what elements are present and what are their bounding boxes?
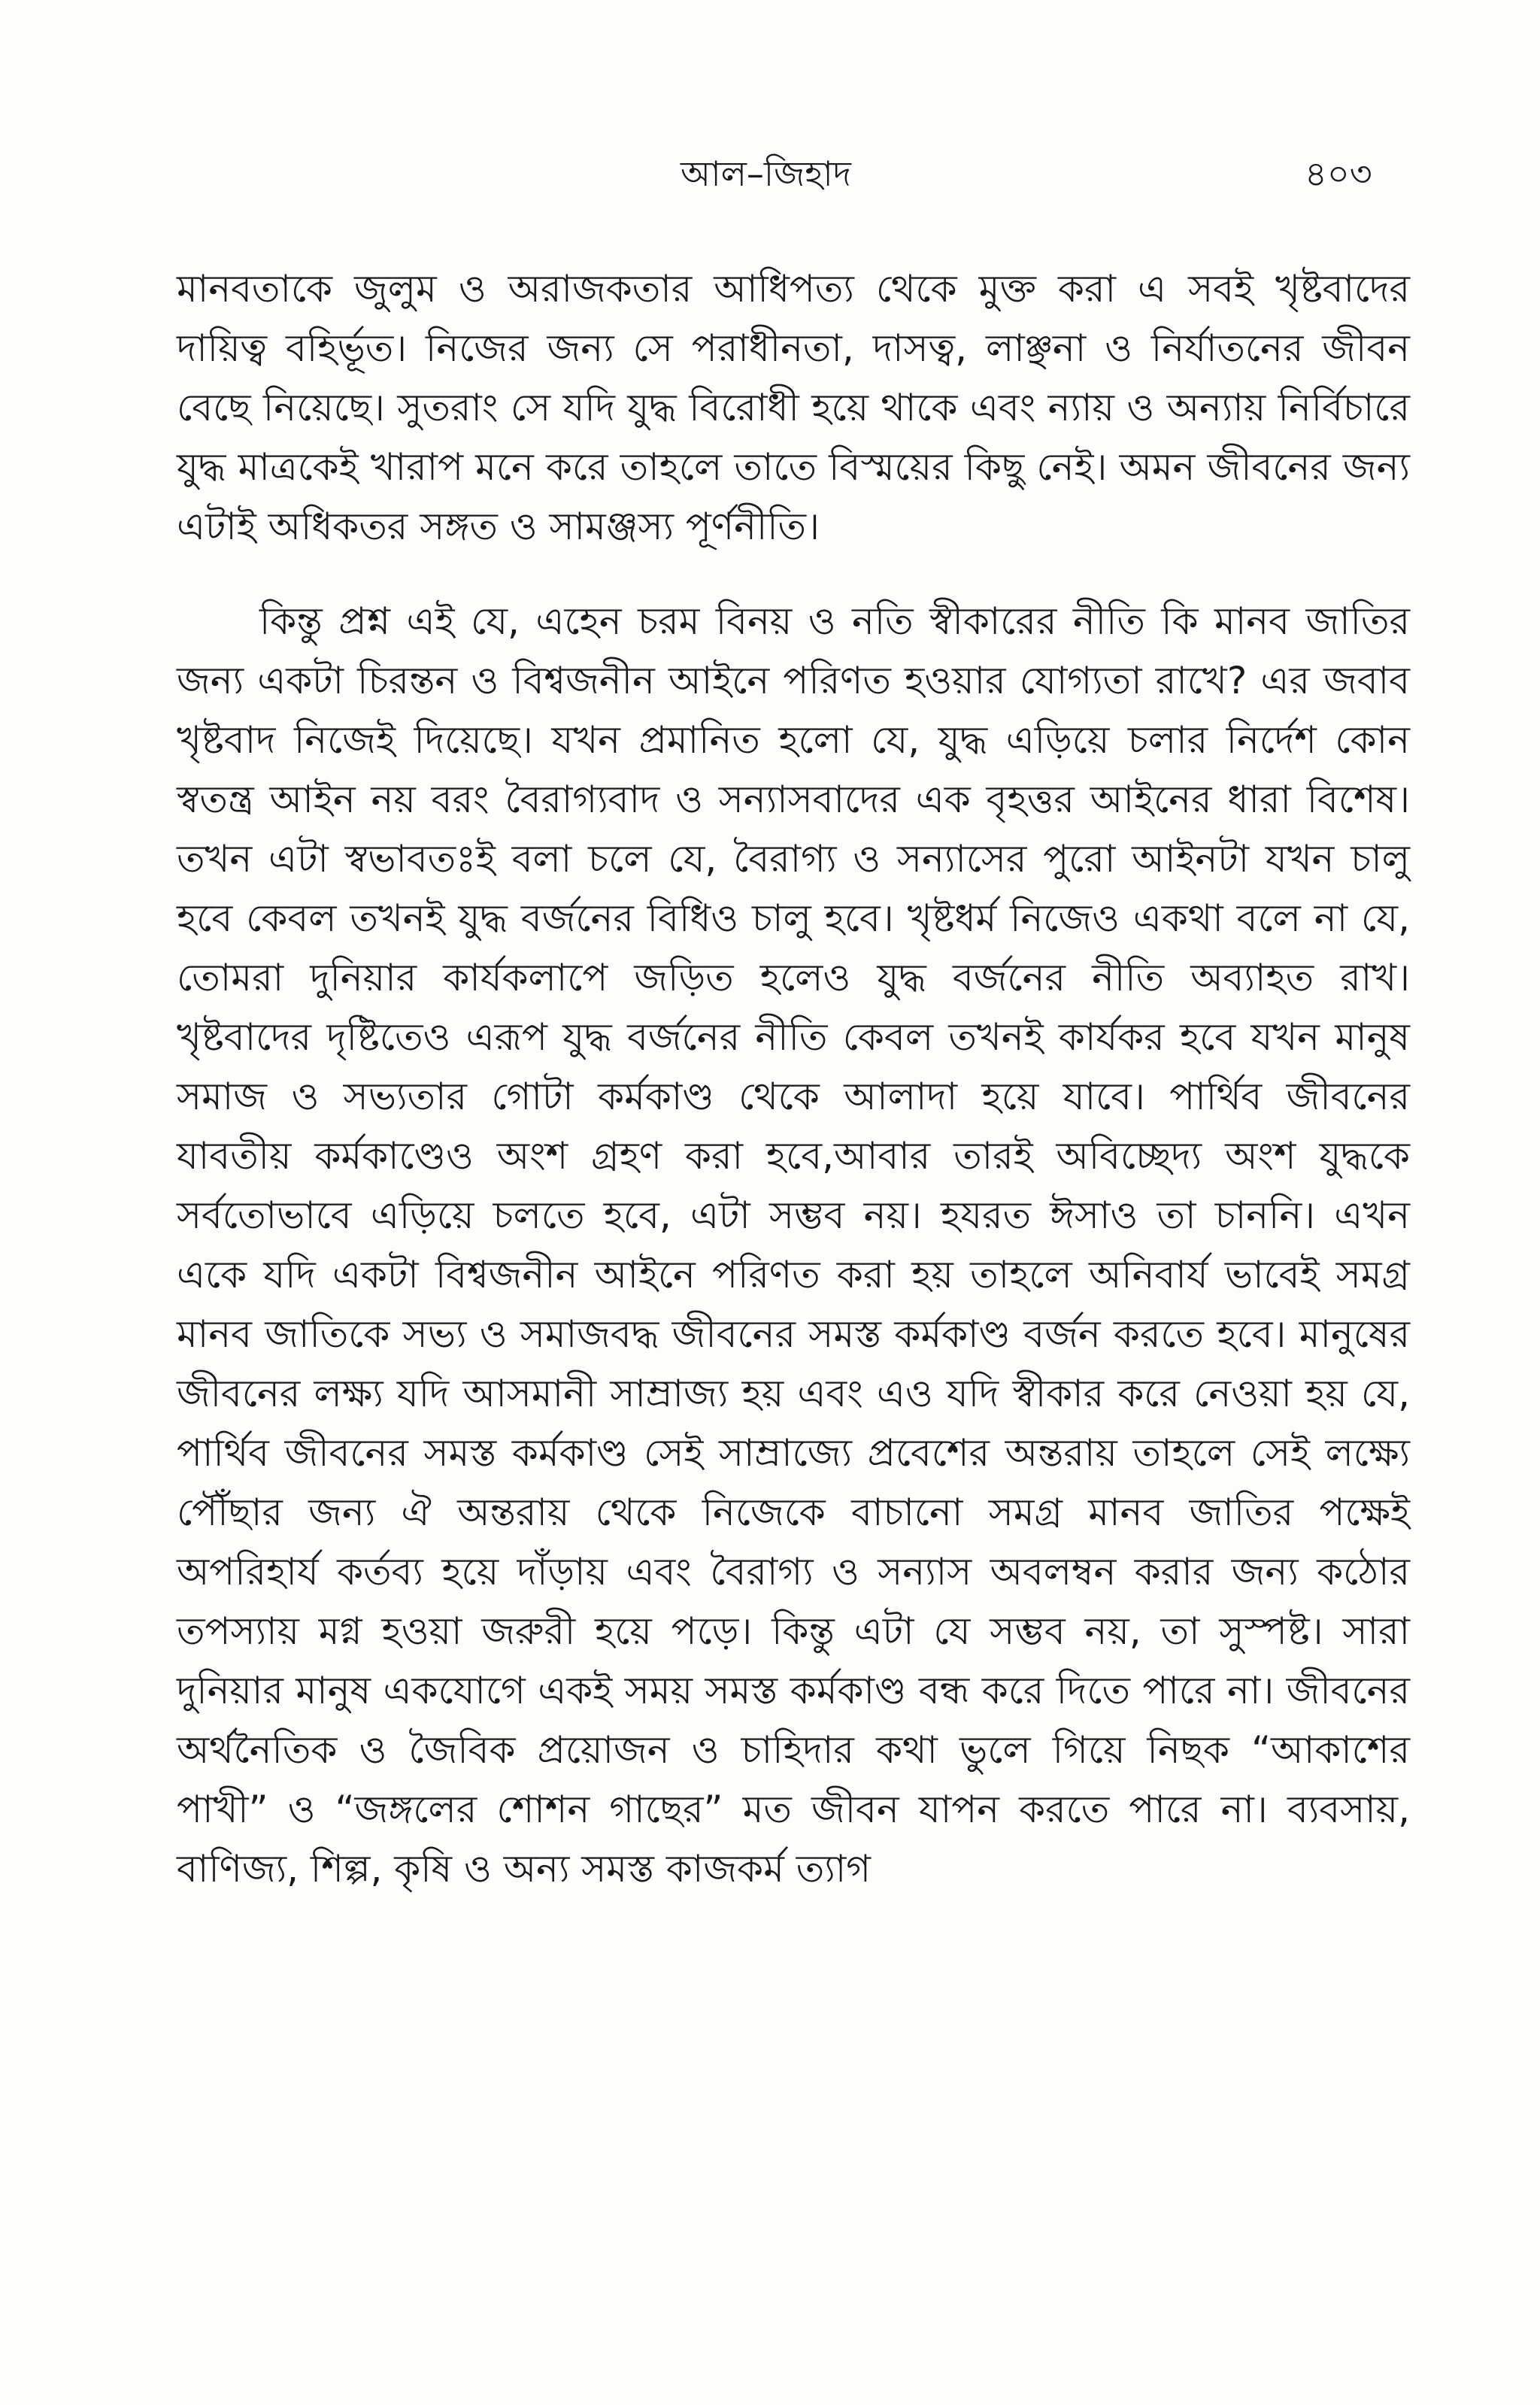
paragraph-1: মানবতাকে জুলুম ও অরাজকতার আধিপত্য থেকে মুক্ত করা এ সবই খৃষ্টবাদের দায়িত্ব বহির্ভূত। নিজের জন্য সে পরাধীনতা, দাসত্ব, লাঞ্ছনা ও নির্যাতনের জীবন বেছে নিয়েছে। সুতরাং সে যদি যুদ্ধ বিরোধী হয়ে থাকে এবং ন্যায় ও অন্যায় নির্বিচারে যুদ্ধ মাত্রকেই খারাপ মনে করে তাহলে তাতে বিস্ময়ের কিছু নেই। অমন জীবনের জন্য এটাই অধিকতর সঙ্গত ও সামঞ্জস্য পূর্ণনীতি। xyxy=(177,267,1410,548)
running-title: আল–জিহাদ xyxy=(681,153,851,194)
page-number: ৪০৩ xyxy=(1305,153,1372,194)
paragraph-2: কিন্তু প্রশ্ন এই যে, এহেন চরম বিনয় ও নতি স্বীকারের নীতি কি মানব জাতির জন্য একটা চিরন্তন ও বিশ্বজনীন আইনে পরিণত হওয়ার যোগ্যতা রাখে? এর জবাব খৃষ্টবাদ নিজেই দিয়েছে। যখন প্রমানিত হলো যে, যুদ্ধ এড়িয়ে চলার নির্দেশ কোন স্বতন্ত্র আইন নয় বরং বৈরাগ্যবাদ ও সন্যাসবাদের এক বৃহত্তর আইনের ধারা বিশেষ। তখন এটা স্বভাবতঃই বলা চলে যে, বৈরাগ্য ও সন্যাসের পুরো আইনটা যখন চালু হবে কেবল তখনই যুদ্ধ বর্জনের বিধিও চালু হবে। খৃষ্টধর্ম নিজেও একথা বলে না যে, তোমরা দুনিয়ার কার্যকলাপে জড়িত হলেও যুদ্ধ বর্জনের নীতি অব্যাহত রাখ। খৃষ্টবাদের দৃষ্টিতেও এরূপ যুদ্ধ বর্জনের নীতি কেবল তখনই কার্যকর হবে যখন মানুষ সমাজ ও সভ্যতার গোটা কর্মকাণ্ড থেকে আলাদা হয়ে যাবে। পার্থিব জীবনের যাবতীয় কর্মকাণ্ডেও অংশ গ্রহণ করা হবে,আবার তারই অবিচ্ছেদ্য অংশ যুদ্ধকে সর্বতোভাবে এড়িয়ে চলতে হবে, এটা সম্ভব নয়। হযরত ঈসাও তা চাননি। এখন একে যদি একটা বিশ্বজনীন আইনে পরিণত করা হয় তাহলে অনিবার্য ভাবেই সমগ্র মানব জাতিকে সভ্য ও সমাজবদ্ধ জীবনের সমস্ত কর্মকাণ্ড বর্জন করতে হবে। মানুষের জীবনের লক্ষ্য যদি আসমানী সাম্রাজ্য হয় এবং এও যদি স্বীকার করে নেওয়া হয় যে, পার্থিব জীবনের সমস্ত কর্মকাণ্ড সেই সাম্রাজ্যে প্রবেশের অন্তরায় তাহলে সেই লক্ষ্যে পৌঁছার জন্য ঐ অন্তরায় থেকে নিজেকে বাচানো সমগ্র মানব জাতির পক্ষেই অপরিহার্য কর্তব্য হয়ে দাঁড়ায় এবং বৈরাগ্য ও সন্যাস অবলম্বন করার জন্য কঠোর তপস্যায় মগ্ন হওয়া জরুরী হয়ে পড়ে। কিন্তু এটা যে সম্ভব নয়, তা সুস্পষ্ট। সারা দুনিয়ার মানুষ একযোগে একই সময় সমস্ত কর্মকাণ্ড বন্ধ করে দিতে পারে না। জীবনের অর্থনৈতিক ও জৈবিক প্রয়োজন ও চাহিদার কথা ভুলে গিয়ে নিছক “আকাশের পাখী” ও “জঙ্গলের শোশন গাছের” মত জীবন যাপন করতে পারে না। ব্যবসায়, বাণিজ্য, শিল্প, কৃষি ও অন্য সমস্ত কাজকর্ম ত্যাগ xyxy=(177,599,1410,1891)
running-header xyxy=(0,147,1540,200)
body-text xyxy=(177,259,1410,1899)
